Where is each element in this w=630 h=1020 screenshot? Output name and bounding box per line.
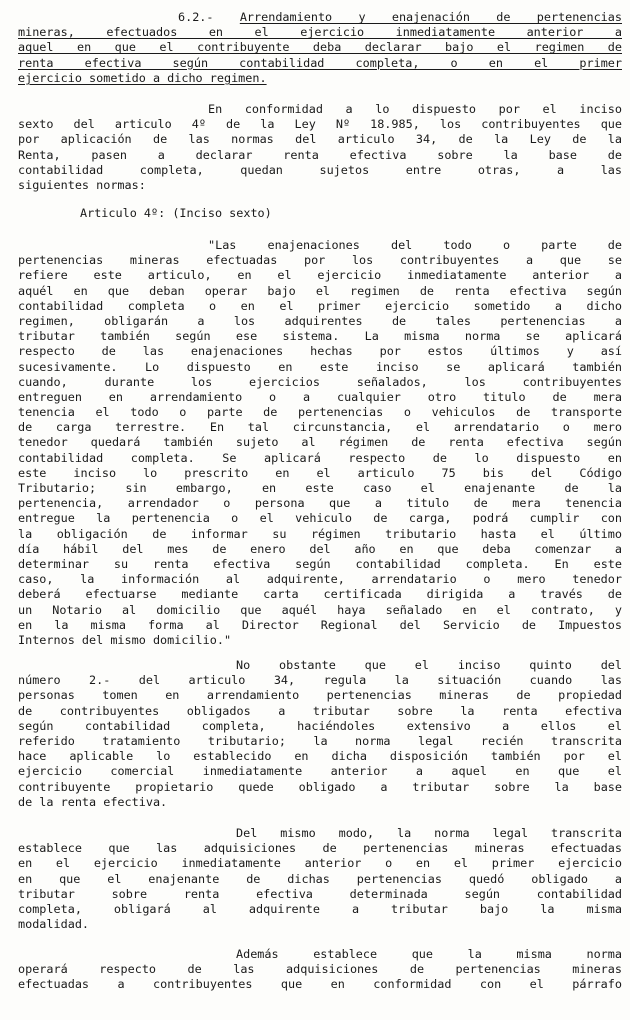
paragraph-line: según contabilidad completa, haciéndoles extensivo a ellos el bbox=[18, 718, 622, 733]
quote-line: "Las enajenaciones del todo o parte de bbox=[208, 238, 622, 252]
paragraph-line: tributar sobre renta efectiva determinada según contabilidad bbox=[18, 886, 622, 901]
article-label-block bbox=[18, 206, 622, 221]
quote-line: este inciso lo prescrito en el articulo 75 bis del Código bbox=[18, 465, 622, 480]
paragraph-line: en que el enajenante de dichas pertenencias quedó obligado a bbox=[18, 871, 622, 886]
heading-number: 6.2.- bbox=[178, 10, 214, 24]
paragraph-line: hace aplicable lo establecido en dicha disposición también por el bbox=[18, 749, 622, 764]
quote-line: contabilidad completa o en el primer ejercicio sometido a dicho bbox=[18, 298, 622, 313]
quote-line: aquél en que deban operar bajo el regimen de renta efectiva según bbox=[18, 283, 622, 298]
quote-line: pertenencia, arrendador o persona que a titulo de mera tenencia bbox=[18, 496, 622, 511]
paragraph-line: establece que las adquisiciones de pertenencias mineras efectuadas bbox=[18, 841, 622, 856]
quote-line: Internos del mismo domicilio." bbox=[18, 632, 232, 647]
paragraph-line: ejercicio comercial inmediatamente anterior a aquel en que el bbox=[18, 764, 622, 779]
quote-line: regimen, obligarán a los adquirentes de tales pertenencias a bbox=[18, 313, 622, 328]
quote-line: deberá efectuarse mediante carta certificada dirigida a través de bbox=[18, 587, 622, 602]
paragraph-no-obstante bbox=[18, 658, 622, 810]
quote-line: la obligación de informar su régimen tributario hasta el último bbox=[18, 526, 622, 541]
paragraph-line: por aplicación de las normas del articulo 34, de la Ley de la bbox=[18, 132, 622, 147]
heading-line-1 bbox=[18, 10, 622, 25]
paragraph-intro bbox=[18, 102, 622, 193]
paragraph-line: contribuyente propietario quede obligado a tributar sobre la base bbox=[18, 779, 622, 794]
paragraph-line: Renta, pasen a declarar renta efectiva sobre la base de bbox=[18, 147, 622, 162]
quote-line: contabilidad completa. Se aplicará respecto de lo dispuesto en bbox=[18, 450, 622, 465]
paragraph-line: número 2.- del articulo 34, regula la situación cuando las bbox=[18, 673, 622, 688]
heading-line: mineras, efectuados en el ejercicio inmediatamente anterior a bbox=[18, 25, 622, 40]
quote-line: tenedor quedará también sujeto al régimen de renta efectiva según bbox=[18, 435, 622, 450]
paragraph-line: Además establece que la misma norma bbox=[236, 947, 622, 961]
quote-line: pertenencias mineras efectuadas por los contribuyentes a que se bbox=[18, 253, 622, 268]
quote-line: respecto de las enajenaciones hechas por estos últimos y así bbox=[18, 344, 622, 359]
heading-line: renta efectiva según contabilidad completa, o en el primer bbox=[18, 55, 622, 70]
quote-line: tenencia el todo o parte de pertenencias o vehiculos de transporte bbox=[18, 405, 622, 420]
paragraph-line: personas tomen en arrendamiento pertenencias mineras de propiedad bbox=[18, 688, 622, 703]
quote-line: refiere este articulo, en el ejercicio inmediatamente anterior a bbox=[18, 268, 622, 283]
paragraph-ademas bbox=[18, 947, 622, 993]
paragraph-del-mismo-modo bbox=[18, 826, 622, 932]
quote-line: día hábil del mes de enero del año en que deba comenzar a bbox=[18, 541, 622, 556]
paragraph-line: operará respecto de las adquisiciones de pertenencias mineras bbox=[18, 962, 622, 977]
quote-line: de carga terrestre. En tal circunstancia, el arrendatario o mero bbox=[18, 420, 622, 435]
quote-line: entreguen en arrendamiento o a cualquier otro titulo de mera bbox=[18, 389, 622, 404]
paragraph-line: en el ejercicio inmediatamente anterior o en el primer ejercicio bbox=[18, 856, 622, 871]
paragraph-line: de contribuyentes obligados a tributar sobre la renta efectiva bbox=[18, 703, 622, 718]
quote-line: tributar también según ese sistema. La misma norma se aplicará bbox=[18, 329, 622, 344]
quote-line: caso, la información al adquirente, arrendatario o mero tenedor bbox=[18, 572, 622, 587]
paragraph-line: En conformidad a lo dispuesto por el inciso bbox=[208, 102, 622, 116]
paragraph-line: sexto del articulo 4º de la Ley Nº 18.985, los contribuyentes que bbox=[18, 117, 622, 132]
section-heading bbox=[18, 10, 622, 86]
quote-line: entregue la pertenencia o el vehiculo de carga, podrá cumplir con bbox=[18, 511, 622, 526]
paragraph-line: completa, obligará al adquirente a tributar bajo la misma bbox=[18, 901, 622, 916]
paragraph-line: modalidad. bbox=[18, 917, 90, 932]
quote-line: determinar su renta efectiva según contabilidad completa. En este bbox=[18, 556, 622, 571]
paragraph-line: Del mismo modo, la norma legal transcrita bbox=[236, 826, 622, 840]
paragraph-line: siguientes normas: bbox=[18, 177, 146, 192]
quoted-article bbox=[18, 238, 622, 648]
paragraph-line: No obstante que el inciso quinto del bbox=[236, 658, 622, 672]
heading-line: aquel en que el contribuyente deba declarar bajo el regimen de bbox=[18, 40, 622, 55]
article-label: Articulo 4º: (Inciso sexto) bbox=[80, 206, 272, 220]
quote-line: un Notario al domicilio que aquél haya señalado en el contrato, y bbox=[18, 602, 622, 617]
paragraph-line: referido tratamiento tributario; la norma legal recién transcrita bbox=[18, 733, 622, 748]
heading-line: ejercicio sometido a dicho regimen. bbox=[18, 70, 267, 85]
paragraph-line: contabilidad completa, quedan sujetos entre otras, a las bbox=[18, 162, 622, 177]
quote-line: sucesivamente. Lo dispuesto en este inciso se aplicará también bbox=[18, 359, 622, 374]
paragraph-line: de la renta efectiva. bbox=[18, 794, 168, 809]
heading-title-start: Arrendamiento y enajenación de pertenencias bbox=[239, 10, 622, 24]
paragraph-line: efectuadas a contribuyentes que en conformidad con el párrafo bbox=[18, 977, 622, 992]
quote-line: Tributario; sin embargo, en este caso el enajenante de la bbox=[18, 481, 622, 495]
quote-line: en la misma forma al Director Regional del Servicio de Impuestos bbox=[18, 617, 622, 632]
quote-line: cuando, durante los ejercicios señalados, los contribuyentes bbox=[18, 374, 622, 389]
